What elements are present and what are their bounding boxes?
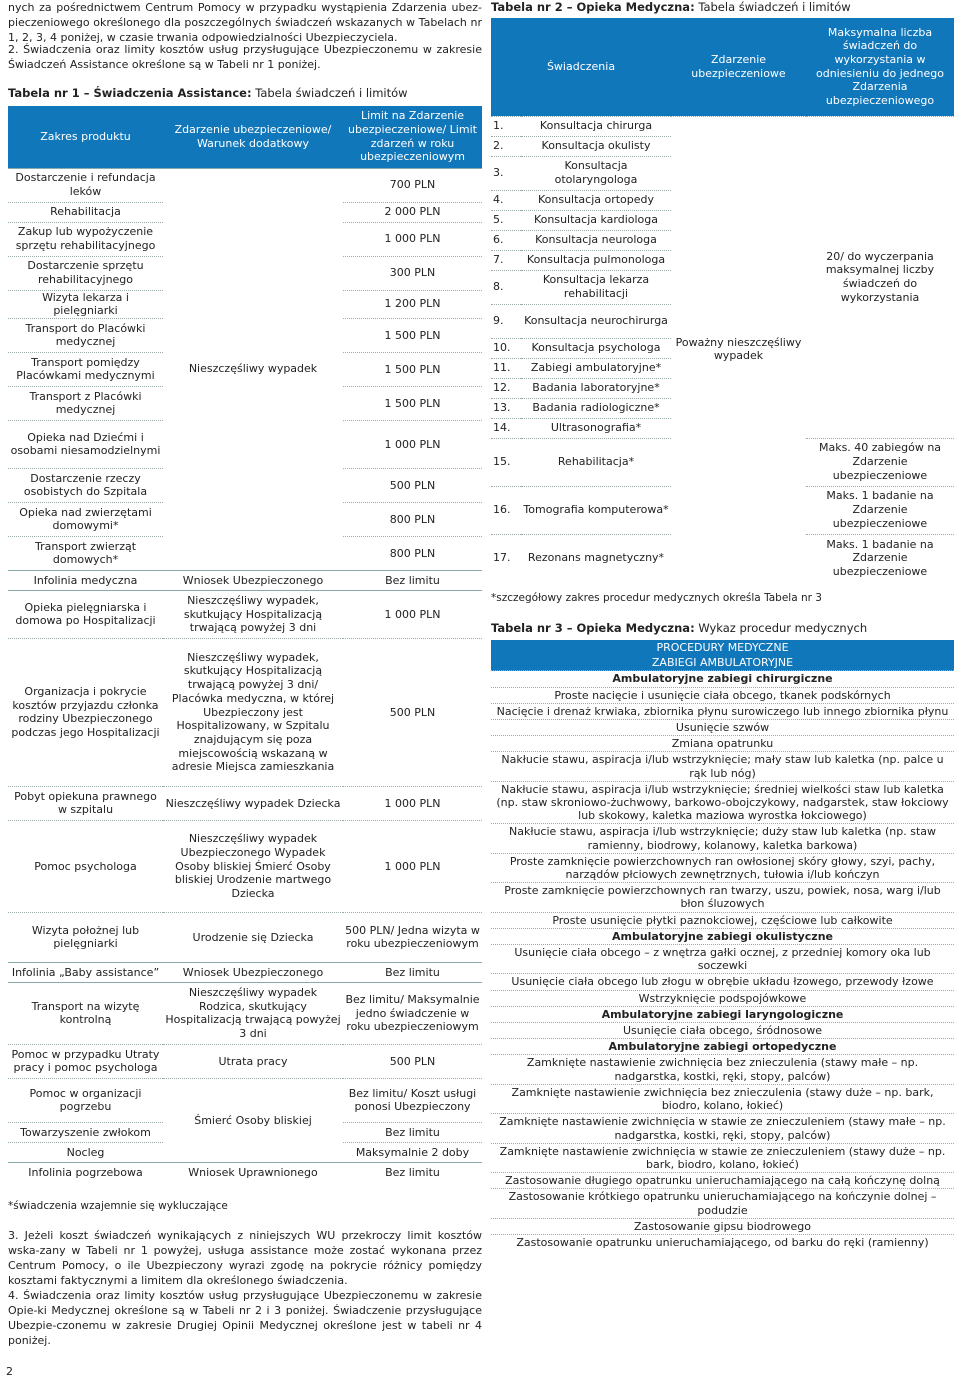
t2-limit-17: Maks. 1 badanie na Zdarzenie ubezpieczeniowe	[806, 534, 954, 582]
table2-title-rest: Tabela świadczeń i limitów	[694, 0, 851, 14]
t1-product: Transport pomiędzy Placówkami medycznymi	[8, 352, 163, 386]
table2-title-bold: Tabela nr 2 – Opieka Medyczna:	[491, 0, 695, 14]
t1-limit: 1 000 PLN	[343, 786, 482, 820]
t1-limit: Bez limitu/ Koszt usługi ponosi Ubezpieczony	[343, 1078, 482, 1122]
t1-limit: 700 PLN	[343, 168, 482, 202]
t1-limit: Bez limitu	[343, 1162, 482, 1182]
t1-limit: Bez limitu	[343, 962, 482, 982]
t3-procedure-row	[491, 853, 954, 882]
table1	[8, 106, 482, 1182]
t1-product: Transport do Placówki medycznej	[8, 318, 163, 352]
t3-procedure-row	[491, 720, 954, 736]
t2-service: Badania radiologiczne*	[521, 398, 671, 418]
t2-service: Konsultacja pulmonologa	[521, 250, 671, 270]
t3-cell: Zamknięte nastawienie zwichnięcia w stawie ze znieczuleniem (stawy duże – np. bark, biodro, kolano, łokieć)	[491, 1143, 954, 1172]
t3-procedure-row	[491, 883, 954, 912]
t3-category-row	[491, 1006, 954, 1022]
t2-num: 13.	[491, 398, 521, 418]
t3-cell: Zastosowanie opatrunku unieruchamiającego, od barku do ręki (ramienny)	[491, 1234, 954, 1250]
t1-event: Nieszczęśliwy wypadek, skutkujący Hospitalizacją trwającą powyżej 3 dni	[163, 590, 343, 638]
t1-product: Transport z Placówki medycznej	[8, 386, 163, 420]
t3-cell: Proste zamknięcie powierzchownych ran owłosionej skóry głowy, szyi, pachy, narządów płciowych zewnętrznych, tułowia i/lub kończyn	[491, 853, 954, 882]
t2-num: 3.	[491, 156, 521, 190]
t2-num: 5.	[491, 210, 521, 230]
t3-procedure-row	[491, 1114, 954, 1143]
t1-product: Pobyt opiekuna prawnego w szpitalu	[8, 786, 163, 820]
t3-procedure-row	[491, 687, 954, 703]
t1-product: Dostarczenie rzeczy osobistych do Szpitala	[8, 468, 163, 502]
t1-product: Infolinia medyczna	[8, 570, 163, 590]
t3-cell: Ambulatoryjne zabiegi chirurgiczne	[491, 671, 954, 687]
t2-service: Konsultacja otolaryngologa	[521, 156, 671, 190]
t2-merged-event: Poważny nieszczęśliwy wypadek	[671, 116, 806, 582]
table2	[491, 18, 954, 582]
t1-event: Nieszczęśliwy wypadek Ubezpieczonego Wypadek Osoby bliskiej Śmierć Osoby bliskiej Urodzenie martwego Dziecka	[163, 820, 343, 912]
t1-merged-event: Nieszczęśliwy wypadek	[163, 168, 343, 570]
intro-point-2: 2. Świadczenia oraz limity kosztów usług przysługujące Ubezpieczonemu w zakresie Świadczeń Assistance określone są w Tabeli nr 1 poniżej.	[8, 43, 482, 71]
t2-num: 17.	[491, 534, 521, 582]
t1-product: Infolinia „Baby assistance”	[8, 962, 163, 982]
point-3: 3. Jeżeli koszt świadczeń wynikających z niniejszych WU przekroczy limit kosztów wska-zany w Tabeli nr 1 powyżej, usługa assistance może zostać wykonana przez Centrum Pomocy, o ile Ubezpieczony wyrazi zgodę na pokrycie różnicy pomiędzy kosztami faktycznymi a limitem dla określonego świadczenia.	[8, 1229, 482, 1287]
t1-product: Infolinia pogrzebowa	[8, 1162, 163, 1182]
table3-title-rest: Wykaz procedur medycznych	[694, 621, 868, 635]
t1-limit: 1 000 PLN	[343, 420, 482, 468]
t1-header-product: Zakres produktu	[8, 106, 163, 168]
t3-cell: Zamknięte nastawienie zwichnięcia bez znieczulenia (stawy małe – np. nadgarstka, kostki, ręki, stopy, palców)	[491, 1055, 954, 1084]
t3-procedure-row	[491, 1218, 954, 1234]
t1-product: Transport zwierząt domowych*	[8, 536, 163, 570]
t1-limit: Bez limitu	[343, 570, 482, 590]
table1-title-bold: Tabela nr 1 – Świadczenia Assistance:	[8, 86, 252, 100]
t1-event: Wniosek Ubezpieczonego	[163, 570, 343, 590]
t1-limit: Bez limitu/ Maksymalnie jedno świadczenie w roku ubezpieczeniowym	[343, 982, 482, 1044]
t2-num: 16.	[491, 486, 521, 534]
t3-section-header	[491, 655, 954, 671]
t3-procedure-row	[491, 1143, 954, 1172]
t1-product: Organizacja i pokrycie kosztów przyjazdu członka rodziny Ubezpieczonego podczas jego Hospitalizacji	[8, 638, 163, 786]
t3-procedure-row	[491, 945, 954, 974]
t3-cell: Zamknięte nastawienie zwichnięcia bez znieczulenia (stawy duże – np. bark, biodro, kolano, łokieć)	[491, 1084, 954, 1113]
t1-limit: Bez limitu	[343, 1122, 482, 1142]
t3-cell: Usunięcie ciała obcego lub złogu w obrębie układu łzowego, przewody łzowe	[491, 974, 954, 990]
table1-title-rest: Tabela świadczeń i limitów	[251, 86, 408, 100]
t1-limit: 500 PLN	[343, 638, 482, 786]
t1-event: Wniosek Ubezpieczonego	[163, 962, 343, 982]
t3-cell: Nakłucie stawu, aspiracja i/lub wstrzyknięcie; duży staw lub kaletka (np. staw ramienny, biodrowy, kolanowy, kaletka barkowa)	[491, 824, 954, 853]
t2-num: 10.	[491, 338, 521, 358]
t2-service: Konsultacja okulisty	[521, 136, 671, 156]
t3-cell: Ambulatoryjne zabiegi laryngologiczne	[491, 1006, 954, 1022]
page-number: 2	[6, 1365, 13, 1378]
table2-title	[491, 0, 954, 14]
t3-procedure-row	[491, 990, 954, 1006]
t3-category-row	[491, 928, 954, 944]
t3-category-row	[491, 1039, 954, 1055]
t2-num: 15.	[491, 438, 521, 486]
table1-title	[8, 86, 482, 100]
t1-event: Nieszczęśliwy wypadek Rodzica, skutkujący Hospitalizacją trwającą powyżej 3 dni	[163, 982, 343, 1044]
t3-cell: Ambulatoryjne zabiegi ortopedyczne	[491, 1039, 954, 1055]
t1-product: Opieka nad zwierzętami domowymi*	[8, 502, 163, 536]
t1-product: Opieka pielęgniarska i domowa po Hospitalizacji	[8, 590, 163, 638]
t2-num: 4.	[491, 190, 521, 210]
t1-header-limit: Limit na Zdarzenie ubezpieczeniowe/ Limit zdarzeń w roku ubezpieczeniowym	[343, 106, 482, 168]
t2-service: Tomografia komputerowa*	[521, 486, 671, 534]
t1-limit: 1 000 PLN	[343, 222, 482, 256]
t1-event: Nieszczęśliwy wypadek Dziecka	[163, 786, 343, 820]
t1-limit: 1 500 PLN	[343, 386, 482, 420]
t1-product: Dostarczenie sprzętu rehabilitacyjnego	[8, 256, 163, 290]
t3-cell: Zastosowanie długiego opatrunku unieruchamiającego na całą kończynę dolną	[491, 1173, 954, 1189]
t1-limit: 1 000 PLN	[343, 820, 482, 912]
t3-cell: Usunięcie szwów	[491, 720, 954, 736]
t2-header-max: Maksymalna liczba świadczeń do wykorzystania w odniesieniu do jednego Zdarzenia ubezpieczeniowego	[806, 18, 954, 116]
table3	[491, 640, 954, 1250]
t1-product: Nocleg	[8, 1142, 163, 1162]
t1-limit: 500 PLN/ Jedna wizyta w roku ubezpieczeniowym	[343, 912, 482, 962]
t1-limit: 1 000 PLN	[343, 590, 482, 638]
table3-title-bold: Tabela nr 3 – Opieka Medyczna:	[491, 621, 695, 635]
t3-cell: PROCEDURY MEDYCZNE	[491, 640, 954, 655]
t2-header-services: Świadczenia	[491, 18, 671, 116]
t2-num: 8.	[491, 270, 521, 304]
t2-num: 9.	[491, 304, 521, 338]
t1-limit: 500 PLN	[343, 1044, 482, 1078]
t1-product: Towarzyszenie zwłokom	[8, 1122, 163, 1142]
t2-service: Ultrasonografia*	[521, 418, 671, 438]
t2-num: 12.	[491, 378, 521, 398]
t2-limit-main: 20/ do wyczerpania maksymalnej liczby świadczeń do wykorzystania	[806, 116, 954, 438]
t3-procedure-row	[491, 736, 954, 752]
t3-cell: Proste nacięcie i usunięcie ciała obcego, tkanek podskórnych	[491, 687, 954, 703]
t3-cell: Zastosowanie gipsu biodrowego	[491, 1218, 954, 1234]
t3-cell: Wstrzyknięcie podspojówkowe	[491, 990, 954, 1006]
t3-cell: Zmiana opatrunku	[491, 736, 954, 752]
t2-service: Zabiegi ambulatoryjne*	[521, 358, 671, 378]
t1-limit: 500 PLN	[343, 468, 482, 502]
t2-num: 7.	[491, 250, 521, 270]
t1-product: Opieka nad Dziećmi i osobami niesamodzielnymi	[8, 420, 163, 468]
t2-service: Rezonans magnetyczny*	[521, 534, 671, 582]
t3-procedure-row	[491, 1189, 954, 1218]
t3-cell: Nacięcie i drenaż krwiaka, zbiornika płynu surowiczego lub innego zbiornika płynu	[491, 703, 954, 719]
t2-num: 6.	[491, 230, 521, 250]
t1-product: Rehabilitacja	[8, 202, 163, 222]
t2-num: 14.	[491, 418, 521, 438]
t3-cell: Nakłucie stawu, aspiracja i/lub wstrzyknięcie; średniej wielkości staw lub kaletka (np. staw skroniowo-żuchwowy, barkowo-obojczykowy, nadgarstek, staw łokciowy lub skokowy, kaletka maziowa wyrostka łokciowego)	[491, 781, 954, 824]
t2-service: Konsultacja chirurga	[521, 116, 671, 136]
t3-procedure-row	[491, 1023, 954, 1039]
table2-footnote: *szczegółowy zakres procedur medycznych określa Tabela nr 3	[491, 592, 822, 604]
t2-service: Konsultacja ortopedy	[521, 190, 671, 210]
t1-product: Transport na wizytę kontrolną	[8, 982, 163, 1044]
t3-cell: Proste zamknięcie powierzchownych ran twarzy, uszu, powiek, nosa, warg i/lub błon śluzowych	[491, 883, 954, 912]
t3-procedure-row	[491, 1084, 954, 1113]
t3-procedure-row	[491, 781, 954, 824]
t3-procedure-row	[491, 824, 954, 853]
t3-cell: Usunięcie ciała obcego – z wnętrza gałki ocznej, z przedniej komory oka lub soczewki	[491, 945, 954, 974]
table3-title	[491, 621, 954, 635]
t3-procedure-row	[491, 912, 954, 928]
t2-service: Badania laboratoryjne*	[521, 378, 671, 398]
t3-cell: ZABIEGI AMBULATORYJNE	[491, 655, 954, 671]
t1-product: Pomoc w organizacji pogrzebu	[8, 1078, 163, 1122]
t2-service: Rehabilitacja*	[521, 438, 671, 486]
t3-procedure-row	[491, 1055, 954, 1084]
t2-num: 2.	[491, 136, 521, 156]
t1-product: Pomoc psychologa	[8, 820, 163, 912]
t1-header-event: Zdarzenie ubezpieczeniowe/ Warunek dodatkowy	[163, 106, 343, 168]
t3-section-header	[491, 640, 954, 655]
t3-procedure-row	[491, 1173, 954, 1189]
t3-procedure-row	[491, 974, 954, 990]
t1-product: Dostarczenie i refundacja leków	[8, 168, 163, 202]
t3-cell: Zamknięte nastawienie zwichnięcia w stawie ze znieczuleniem (stawy małe – np. nadgarstka, kostki, ręki, stopy, palców)	[491, 1114, 954, 1143]
t2-service: Konsultacja lekarza rehabilitacji	[521, 270, 671, 304]
t1-event: Urodzenie się Dziecka	[163, 912, 343, 962]
t1-limit: 2 000 PLN	[343, 202, 482, 222]
t1-product: Pomoc w przypadku Utraty pracy i pomoc psychologa	[8, 1044, 163, 1078]
t1-product: Zakup lub wypożyczenie sprzętu rehabilitacyjnego	[8, 222, 163, 256]
t1-limit: 1 500 PLN	[343, 318, 482, 352]
t1-product: Wizyta położnej lub pielęgniarki	[8, 912, 163, 962]
t1-limit: 800 PLN	[343, 502, 482, 536]
t1-event: Wniosek Uprawnionego	[163, 1162, 343, 1182]
t3-procedure-row	[491, 703, 954, 719]
t2-num: 11.	[491, 358, 521, 378]
t2-service: Konsultacja kardiologa	[521, 210, 671, 230]
t3-cell: Zastosowanie krótkiego opatrunku unieruchamiającego na kończynie dolnej – podudzie	[491, 1189, 954, 1218]
t2-service: Konsultacja neurochirurga	[521, 304, 671, 338]
t1-product: Wizyta lekarza i pielęgniarki	[8, 290, 163, 318]
table1-footnote: *świadczenia wzajemnie się wykluczające	[8, 1200, 228, 1212]
t2-header-event: Zdarzenie ubezpieczeniowe	[671, 18, 806, 116]
t2-num: 1.	[491, 116, 521, 136]
t2-service: Konsultacja neurologa	[521, 230, 671, 250]
t1-limit: 300 PLN	[343, 256, 482, 290]
t1-limit: 800 PLN	[343, 536, 482, 570]
t1-event: Nieszczęśliwy wypadek, skutkujący Hospitalizacją trwającą powyżej 3 dni/ Placówka medyczna, w której Ubezpieczony jest Hospitalizowany, w Szpitalu znajdującym się poza miejscowością wskazaną w adresie Miejsca zamieszkania	[163, 638, 343, 786]
t3-cell: Nakłucie stawu, aspiracja i/lub wstrzyknięcie; mały staw lub kaletka (np. palce u rąk lub nóg)	[491, 752, 954, 781]
t1-limit: 1 200 PLN	[343, 290, 482, 318]
t1-limit: Maksymalnie 2 doby	[343, 1142, 482, 1162]
t2-limit-16: Maks. 1 badanie na Zdarzenie ubezpieczeniowe	[806, 486, 954, 534]
t3-cell: Ambulatoryjne zabiegi okulistyczne	[491, 928, 954, 944]
point-4: 4. Świadczenia oraz limity kosztów usług przysługujące Ubezpieczonemu w zakresie Opie-ki Medycznej określone są w Tabeli nr 2 i 3 poniżej. Świadczenie przysługujące Ubezpie-czonemu w zakresie Drugiej Opinii Medycznej określone jest w tabeli nr 4 poniżej.	[8, 1289, 482, 1347]
t1-event: Utrata pracy	[163, 1044, 343, 1078]
t1-limit: 1 500 PLN	[343, 352, 482, 386]
t3-procedure-row	[491, 752, 954, 781]
t3-cell: Proste usunięcie płytki paznokciowej, częściowe lub całkowite	[491, 912, 954, 928]
t2-limit-15: Maks. 40 zabiegów na Zdarzenie ubezpieczeniowe	[806, 438, 954, 486]
t3-category-row	[491, 671, 954, 687]
intro-paragraph: nych za pośrednictwem Centrum Pomocy w przypadku wystąpienia Zdarzenia ubez-pieczeniowego określonego dla poszczególnych świadczeń wskazanych w Tabelach nr 1, 2, 3, 4 poniżej, w czasie trwania odpowiedzialności Ubezpieczyciela.	[8, 1, 482, 44]
t3-procedure-row	[491, 1234, 954, 1250]
t3-cell: Usunięcie ciała obcego, śródnosowe	[491, 1023, 954, 1039]
t1-merged-event-death: Śmierć Osoby bliskiej	[163, 1078, 343, 1162]
t2-service: Konsultacja psychologa	[521, 338, 671, 358]
